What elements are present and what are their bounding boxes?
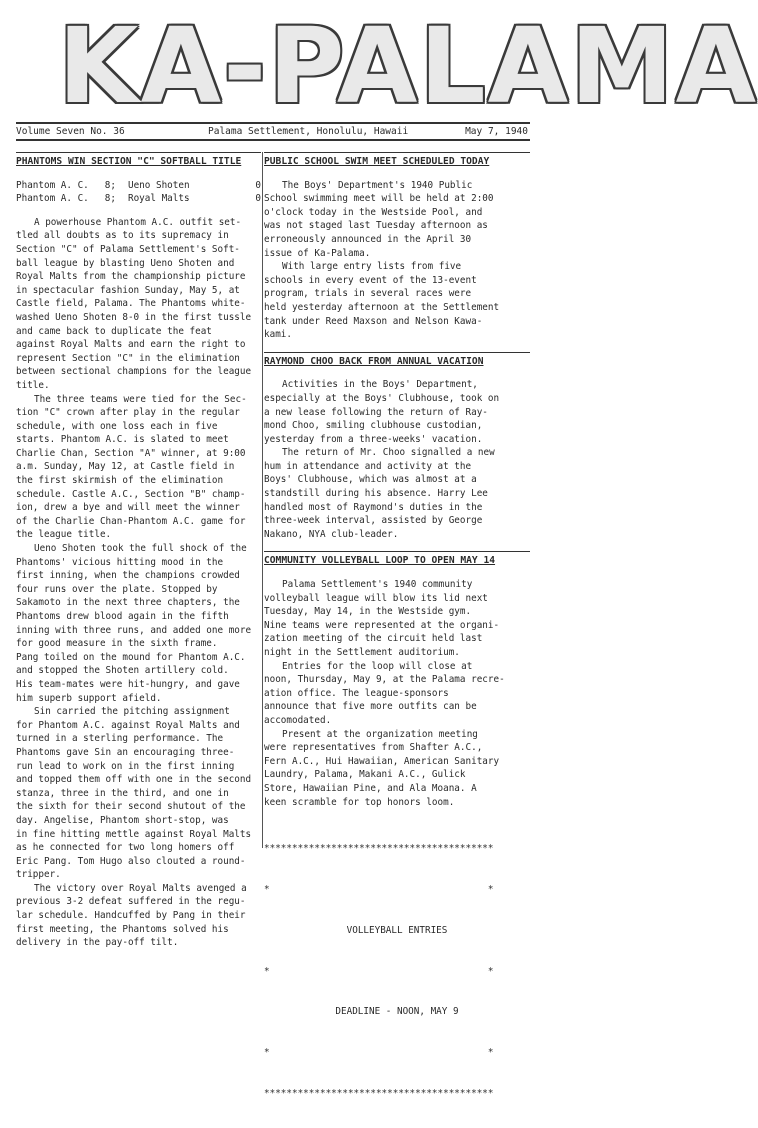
article-paragraph: With large entry lists from five schools in every event of the 13-event program, trials in several races were held yesterday afternoon at the Settlement tank under Reed Maxson and Nelson Kawa- kami.	[264, 261, 500, 341]
headline-softball: PHANTOMS WIN SECTION "C" SOFTBALL TITLE	[16, 152, 261, 169]
article-paragraph: The victory over Royal Malts avenged a previous 3-2 defeat suffered in the regu- lar schedule. Handcuffed by Pang in their first meeting, the Phantoms solved his delivery in the pay-off tilt.	[16, 882, 247, 949]
score-team1: Phantom A. C.	[16, 179, 89, 191]
left-column	[16, 152, 261, 950]
article-paragraph: Ueno Shoten took the full shock of the Phantoms' vicious hitting mood in the first inning, when the champions crowded four runs over the plate. Stopped by Sakamoto in the next three chapters, the Phantoms drew blood again in the fifth inning with three runs, and added one more for good measure in the sixth frame. Pang toiled on the mound for Phantom A.C. and stopped the Shoten artillery cold. His team-mates were hit-hungry, and gave him superb support afield.	[16, 543, 252, 704]
column-divider	[262, 152, 263, 848]
article-paragraph: The three teams were tied for the Sec- tion "C" crown after play in the regular schedule, with one loss each in five starts. Phantom A.C. is slated to meet Charlie Chan, Section "A" winner, at 9:00 a.m. Sunday, May 12, at Castle field in the first skirmish of the elimination schedule. Castle A.C., Section "B" champ- ion, drew a bye and will meet the winner of the Charlie Chan-Phantom A.C. game for the league title.	[16, 393, 247, 541]
article-paragraph: Palama Settlement's 1940 community volleyball league will blow its lid next Tuesday, May 14, in the Westside gym. Nine teams were represented at the organi- zation meeting of the circuit held last night in the Settlement auditorium.	[264, 579, 500, 658]
article-paragraph: Sin carried the pitching assignment for Phantom A.C. against Royal Malts and turned in a sterling performance. The Phantoms gave Sin an encouraging three- run lead to work on in the first inning and topped them off with one in the second stanza, three in the third, and one in the sixth for their second shutout of the day. Angelise, Phantom short-stop, was in fine hitting mettle against Royal Malts as he connected for two long homers off Eric Pang. Tom Hugo also clouted a round- tripper.	[16, 706, 252, 881]
masthead-title: KA-PALAMA	[58, 5, 758, 127]
publisher-place: Palama Settlement, Honolulu, Hawaii	[208, 126, 409, 137]
issue-date: May 7, 1940	[465, 126, 528, 137]
article-paragraph: Activities in the Boys' Department, especially at the Boys' Clubhouse, took on a new lease following the return of Ray- mond Choo, smiling clubhouse custodian, yesterday from a three-weeks' vacation.	[264, 379, 500, 445]
headline-choo-vacation: RAYMOND CHOO BACK FROM ANNUAL VACATION	[264, 352, 530, 369]
score-value2: 0	[255, 179, 262, 191]
volleyball-entries-box: ***************************************** * * VOLLEYBALL ENTRIES * * DEADLINE - NOON, MAY 9 * * *****************************************	[264, 815, 530, 1128]
volume-number: Volume Seven No. 36	[16, 126, 125, 137]
box-title: VOLLEYBALL ENTRIES	[346, 924, 448, 936]
right-column	[264, 152, 530, 1128]
score-value2: 0	[255, 193, 262, 205]
score-value1: 8;	[104, 193, 116, 205]
box-deadline: DEADLINE - NOON, MAY 9	[335, 1006, 459, 1018]
issue-info-bar	[16, 122, 530, 141]
headline-swim-meet: PUBLIC SCHOOL SWIM MEET SCHEDULED TODAY	[264, 152, 530, 169]
score-team2: Royal Malts	[127, 193, 190, 205]
box-border-bottom: *****************************************	[264, 1088, 494, 1099]
score-row	[16, 192, 261, 206]
score-row	[16, 179, 261, 193]
score-value1: 8;	[104, 179, 116, 191]
article-paragraph: A powerhouse Phantom A.C. outfit set- tled all doubts as to its supremacy in Section "C" of Palama Settlement's Soft- ball league by blasting Ueno Shoten and Royal Malts from the championship picture in spectacular fashion Sunday, May 5, at Castle field, Palama. The Phantoms white- washed Ueno Shoten 8-0 in the first tussle and came back to duplicate the feat against Royal Malts and earn the right to represent Section "C" in the elimination between sectional champions for the league title.	[16, 216, 252, 391]
box-border-top: *****************************************	[264, 843, 494, 855]
article-paragraph: Present at the organization meeting were representatives from Shafter A.C., Fern A.C., Hui Hawaiian, American Sanitary Laundry, Palama, Makani A.C., Gulick Store, Hawaiian Pine, and Ala Moana. A keen scramble for top honors loom.	[264, 728, 500, 808]
article-paragraph: The return of Mr. Choo signalled a new hum in attendance and activity at the Boys' Clubhouse, which was almost at a standstill during his absence. Harry Lee handled most of Raymond's duties in the three-week interval, assisted by George Nakano, NYA club-leader.	[264, 447, 495, 540]
score-team1: Phantom A. C.	[16, 193, 89, 205]
headline-volleyball-loop: COMMUNITY VOLLEYBALL LOOP TO OPEN MAY 14	[264, 551, 530, 568]
article-paragraph: Entries for the loop will close at noon, Thursday, May 9, at the Palama recre- ation office. The league-sponsors announce that five more outfits can be accomodated.	[264, 660, 505, 726]
article-paragraph: The Boys' Department's 1940 Public School swimming meet will be held at 2:00 o'clock today in the Westside Pool, and was not staged last Tuesday afternoon as erroneously announced in the April 30 issue of Ka-Palama.	[264, 179, 494, 259]
score-team2: Ueno Shoten	[127, 179, 190, 191]
